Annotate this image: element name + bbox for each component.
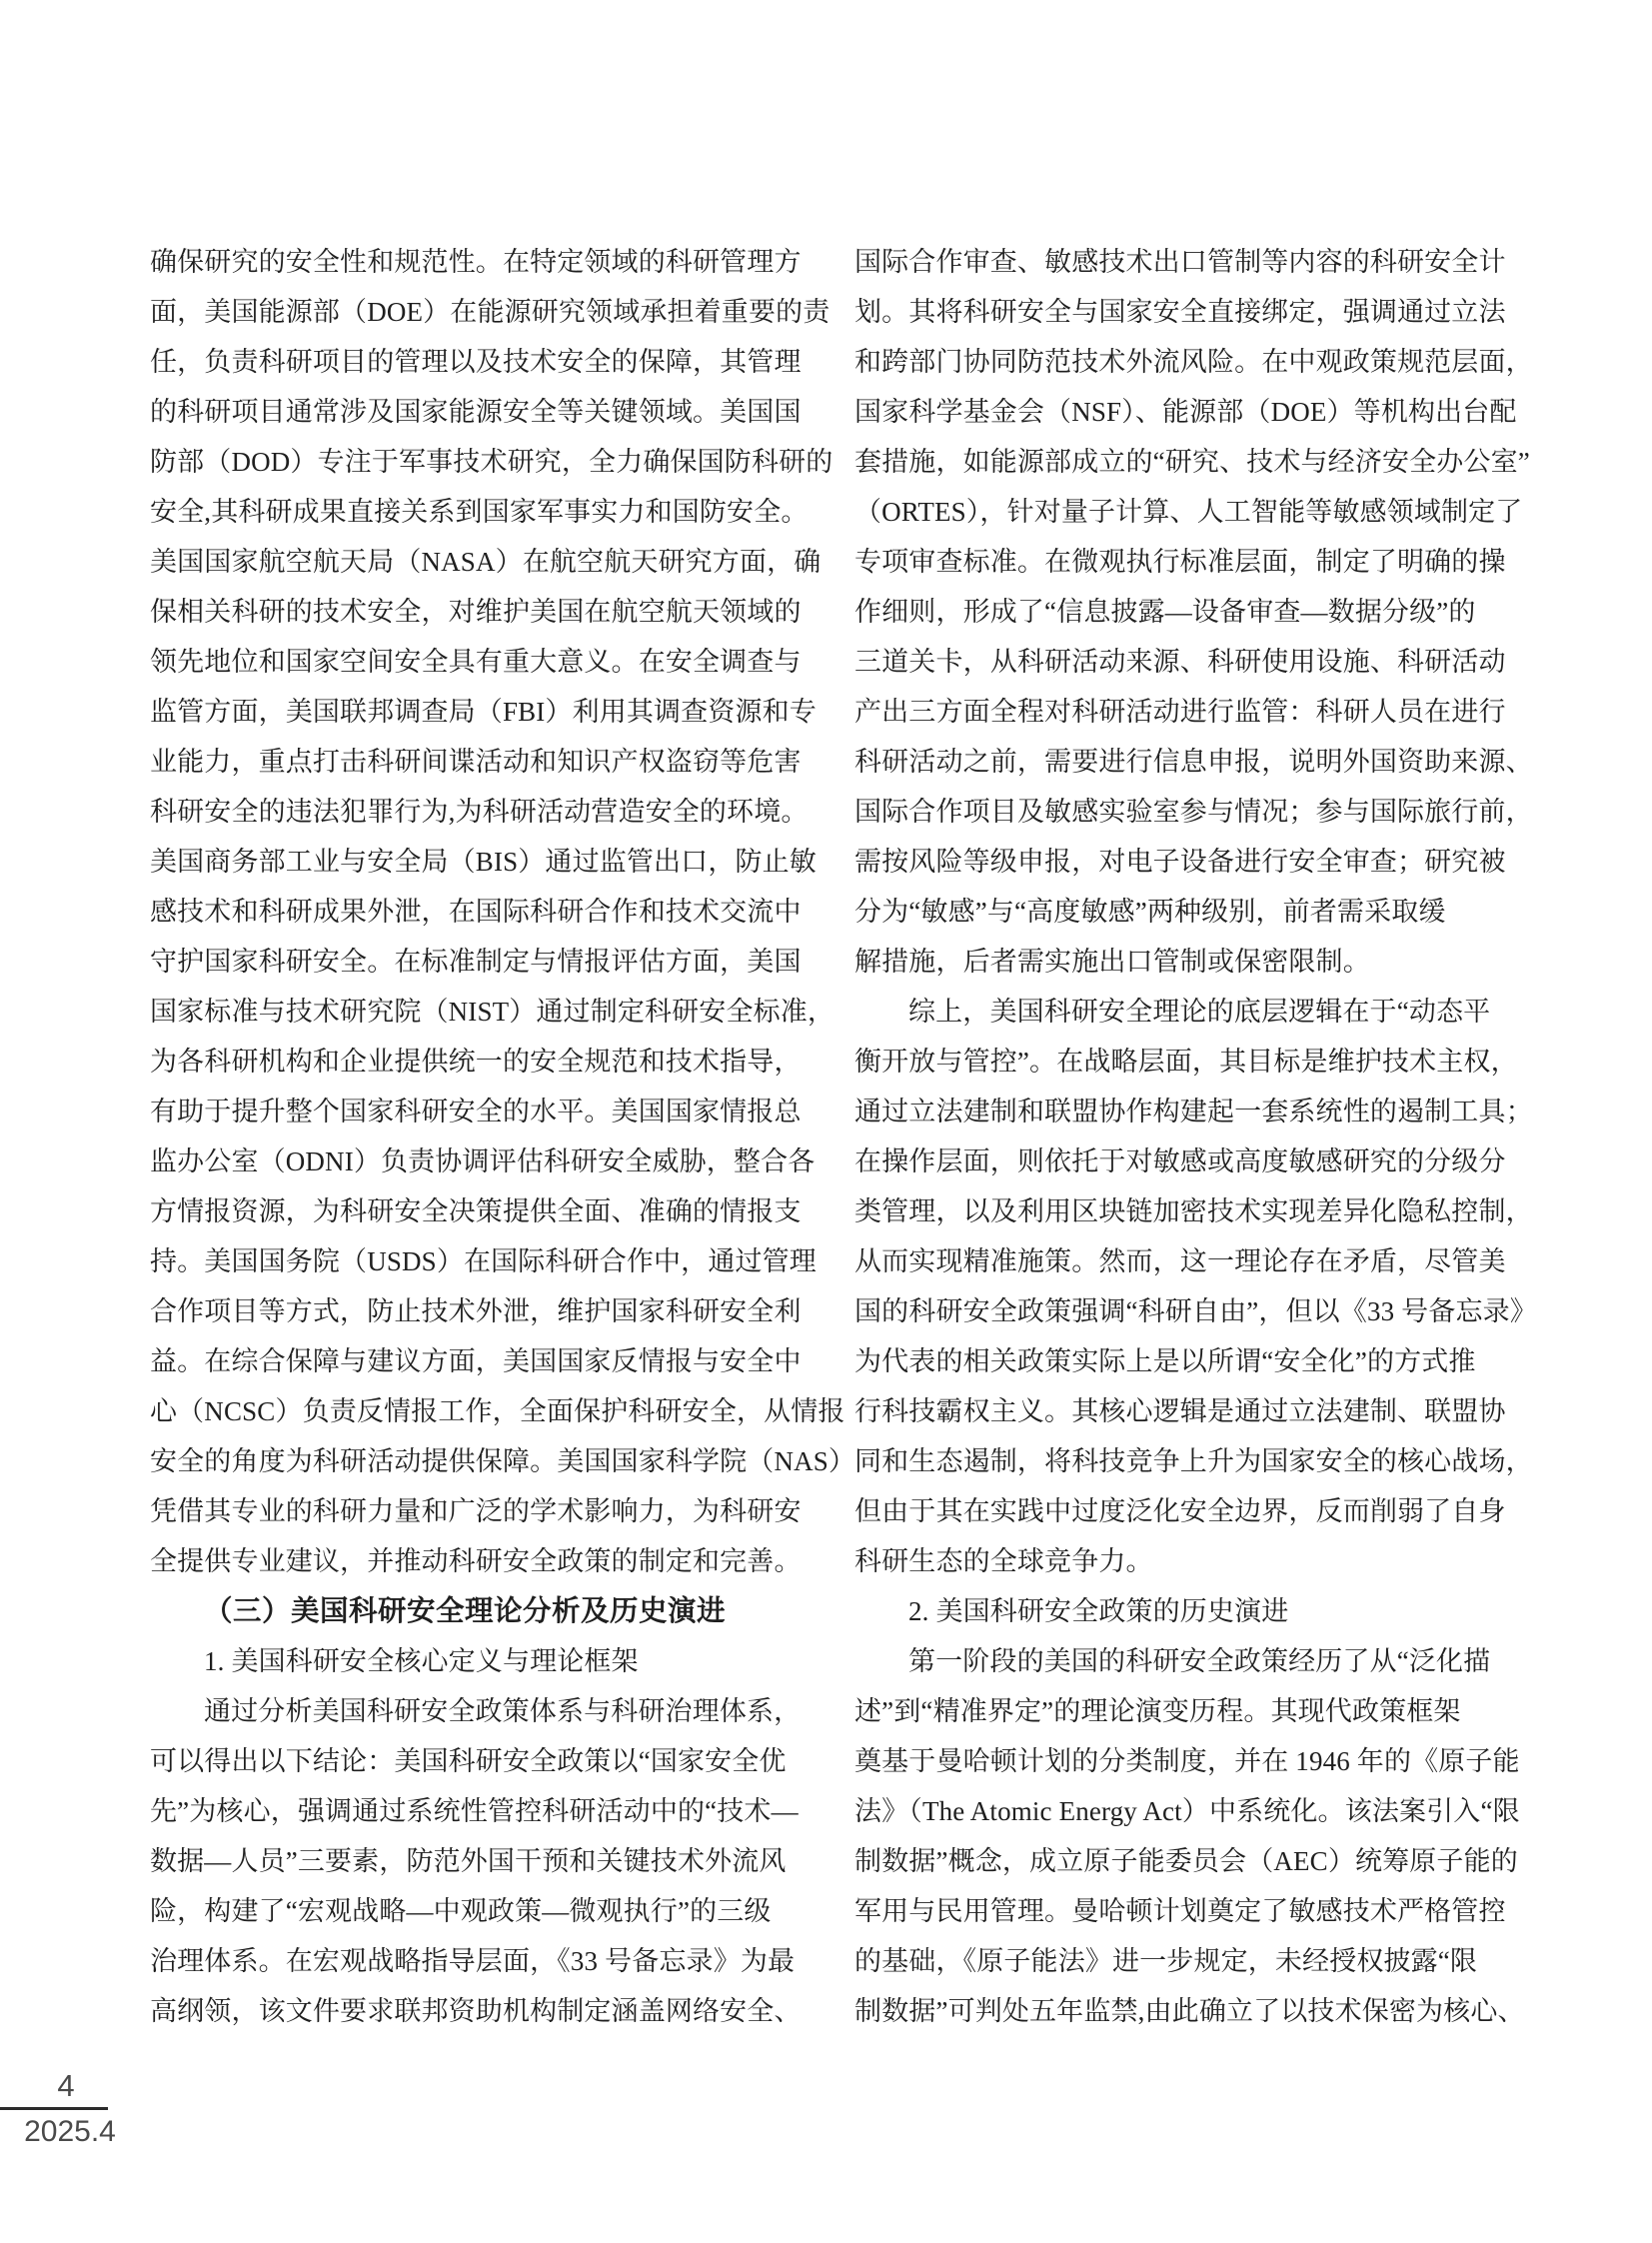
text-line: 的基础，《原子能法》进一步规定，未经授权披露“限 bbox=[854, 1946, 1478, 1976]
text-line: 类管理，以及利用区块链加密技术实现差异化隐私控制， bbox=[854, 1196, 1533, 1226]
text-line: 通过立法建制和联盟协作构建起一套系统性的遏制工具； bbox=[854, 1097, 1533, 1126]
text-line: 套措施，如能源部成立的“研究、技术与经济安全办公室” bbox=[854, 447, 1530, 477]
text-line: 军用与民用管理。曼哈顿计划奠定了敏感技术严格管控 bbox=[854, 1896, 1506, 1926]
text-line: 的科研项目通常涉及国家能源安全等关键领域。美国国 bbox=[150, 397, 802, 427]
text-line: 有助于提升整个国家科研安全的水平。美国国家情报总 bbox=[150, 1097, 802, 1126]
text-line: 专项审查标准。在微观执行标准层面，制定了明确的操 bbox=[854, 547, 1506, 577]
text-line: 险，构建了“宏观战略—中观政策—微观执行”的三级 bbox=[150, 1896, 772, 1926]
text-line: 持。美国国务院（USDS）在国际科研合作中，通过管理 bbox=[150, 1246, 817, 1276]
text-line: 国际合作项目及敏感实验室参与情况；参与国际旅行前， bbox=[854, 797, 1533, 827]
text-line: 衡开放与管控”。在战略层面，其目标是维护技术主权， bbox=[854, 1047, 1518, 1077]
text-line: 需按风险等级申报，对电子设备进行安全审查；研究被 bbox=[854, 847, 1506, 877]
text-line: 为各科研机构和企业提供统一的安全规范和技术指导， bbox=[150, 1047, 802, 1077]
text-line: 综上，美国科研安全理论的底层逻辑在于“动态平 bbox=[908, 997, 1491, 1027]
text-line: 为代表的相关政策实际上是以所谓“安全化”的方式推 bbox=[854, 1346, 1476, 1376]
text-line: 国家科学基金会（NSF）、能源部（DOE）等机构出台配 bbox=[854, 397, 1517, 427]
text-line: 可以得出以下结论：美国科研安全政策以“国家安全优 bbox=[150, 1746, 787, 1776]
text-line: 解措施，后者需实施出口管制或保密限制。 bbox=[854, 947, 1370, 977]
text-line: 法》（The Atomic Energy Act）中系统化。该法案引入“限 bbox=[854, 1796, 1520, 1826]
text-line: 安全,其科研成果直接关系到国家军事实力和国防安全。 bbox=[150, 497, 809, 527]
text-line: 制数据”概念，成立原子能委员会（AEC）统筹原子能的 bbox=[854, 1846, 1518, 1876]
text-line: 分为“敏感”与“高度敏感”两种级别，前者需采取缓 bbox=[854, 897, 1446, 927]
text-line: 心（NCSC）负责反情报工作，全面保护科研安全，从情报 bbox=[150, 1396, 845, 1426]
text-line: 业能力，重点打击科研间谍活动和知识产权盗窃等危害 bbox=[150, 747, 802, 777]
text-line: 制数据”可判处五年监禁,由此确立了以技术保密为核心、 bbox=[854, 1996, 1525, 2026]
issue-number: 2025.4 bbox=[24, 2115, 116, 2148]
text-line: 三道关卡，从科研活动来源、科研使用设施、科研活动 bbox=[854, 647, 1506, 677]
text-line: 守护国家科研安全。在标准制定与情报评估方面，美国 bbox=[150, 947, 802, 977]
text-line: 先”为核心，强调通过系统性管控科研活动中的“技术— bbox=[150, 1796, 799, 1826]
text-line: 作细则，形成了“信息披露—设备审查—数据分级”的 bbox=[854, 597, 1476, 627]
text-line: 防部（DOD）专注于军事技术研究，全力确保国防科研的 bbox=[150, 447, 833, 477]
text-line: 监办公室（ODNI）负责协调评估科研安全威胁，整合各 bbox=[150, 1146, 816, 1176]
text-line: 在操作层面，则依托于对敏感或高度敏感研究的分级分 bbox=[854, 1146, 1506, 1176]
text-line: 科研生态的全球竞争力。 bbox=[854, 1546, 1153, 1576]
footer-rule bbox=[0, 2107, 108, 2110]
text-line: 凭借其专业的科研力量和广泛的学术影响力，为科研安 bbox=[150, 1496, 802, 1526]
text-line: 益。在综合保障与建议方面，美国国家反情报与安全中 bbox=[150, 1346, 802, 1376]
text-line: 治理体系。在宏观战略指导层面，《33 号备忘录》为最 bbox=[150, 1946, 796, 1976]
text-line: 面，美国能源部（DOE）在能源研究领域承担着重要的责 bbox=[150, 297, 830, 327]
text-line: 方情报资源，为科研安全决策提供全面、准确的情报支 bbox=[150, 1196, 802, 1226]
text-line: 科研活动之前，需要进行信息申报，说明外国资助来源、 bbox=[854, 747, 1533, 777]
text-line: 通过分析美国科研安全政策体系与科研治理体系， bbox=[204, 1696, 802, 1726]
text-line: 监管方面，美国联邦调查局（FBI）利用其调查资源和专 bbox=[150, 697, 817, 727]
text-line: 2. 美国科研安全政策的历史演进 bbox=[908, 1596, 1289, 1626]
text-line: 数据—人员”三要素，防范外国干预和关键技术外流风 bbox=[150, 1846, 787, 1876]
text-column-left bbox=[150, 237, 856, 2036]
text-line: 奠基于曼哈顿计划的分类制度，并在 1946 年的《原子能 bbox=[854, 1746, 1520, 1776]
text-column-right bbox=[854, 237, 1537, 2036]
text-line: 科研安全的违法犯罪行为,为科研活动营造安全的环境。 bbox=[150, 797, 809, 827]
page-number: 4 bbox=[57, 2068, 75, 2103]
text-line: 确保研究的安全性和规范性。在特定领域的科研管理方 bbox=[150, 247, 802, 277]
text-line: 产出三方面全程对科研活动进行监管：科研人员在进行 bbox=[854, 697, 1506, 727]
text-line: 从而实现精准施策。然而，这一理论存在矛盾，尽管美 bbox=[854, 1246, 1506, 1276]
text-line: 任，负责科研项目的管理以及技术安全的保障，其管理 bbox=[150, 347, 802, 377]
text-line: 美国商务部工业与安全局（BIS）通过监管出口，防止敏 bbox=[150, 847, 817, 877]
text-line: 国的科研安全政策强调“科研自由”，但以《33 号备忘录》 bbox=[854, 1296, 1537, 1326]
text-line: 国家标准与技术研究院（NIST）通过制定科研安全标准， bbox=[150, 997, 835, 1027]
text-line: 高纲领，该文件要求联邦资助机构制定涵盖网络安全、 bbox=[150, 1996, 802, 2026]
text-line: 领先地位和国家空间安全具有重大意义。在安全调查与 bbox=[150, 647, 802, 677]
text-line: 划。其将科研安全与国家安全直接绑定，强调通过立法 bbox=[854, 297, 1506, 327]
text-line: 感技术和科研成果外泄，在国际科研合作和技术交流中 bbox=[150, 897, 802, 927]
text-line: 安全的角度为科研活动提供保障。美国国家科学院（NAS） bbox=[150, 1446, 856, 1476]
text-line: 第一阶段的美国的科研安全政策经历了从“泛化描 bbox=[908, 1646, 1491, 1676]
text-line: 行科技霸权主义。其核心逻辑是通过立法建制、联盟协 bbox=[854, 1396, 1506, 1426]
text-line: 全提供专业建议，并推动科研安全政策的制定和完善。 bbox=[150, 1546, 802, 1576]
text-line: 述”到“精准界定”的理论演变历程。其现代政策框架 bbox=[854, 1696, 1461, 1726]
text-line: 1. 美国科研安全核心定义与理论框架 bbox=[204, 1646, 639, 1676]
section-heading: （三）美国科研安全理论分析及历史演进 bbox=[204, 1595, 727, 1627]
text-line: 保相关科研的技术安全，对维护美国在航空航天领域的 bbox=[150, 597, 802, 627]
text-line: 同和生态遏制，将科技竞争上升为国家安全的核心战场， bbox=[854, 1446, 1533, 1476]
text-line: （ORTES），针对量子计算、人工智能等敏感领域制定了 bbox=[854, 497, 1523, 527]
text-line: 合作项目等方式，防止技术外泄，维护国家科研安全利 bbox=[150, 1296, 802, 1326]
text-line: 和跨部门协同防范技术外流风险。在中观政策规范层面， bbox=[854, 347, 1533, 377]
text-line: 美国国家航空航天局（NASA）在航空航天研究方面，确 bbox=[150, 547, 822, 577]
text-line: 国际合作审查、敏感技术出口管制等内容的科研安全计 bbox=[854, 247, 1506, 277]
text-line: 但由于其在实践中过度泛化安全边界，反而削弱了自身 bbox=[854, 1496, 1506, 1526]
